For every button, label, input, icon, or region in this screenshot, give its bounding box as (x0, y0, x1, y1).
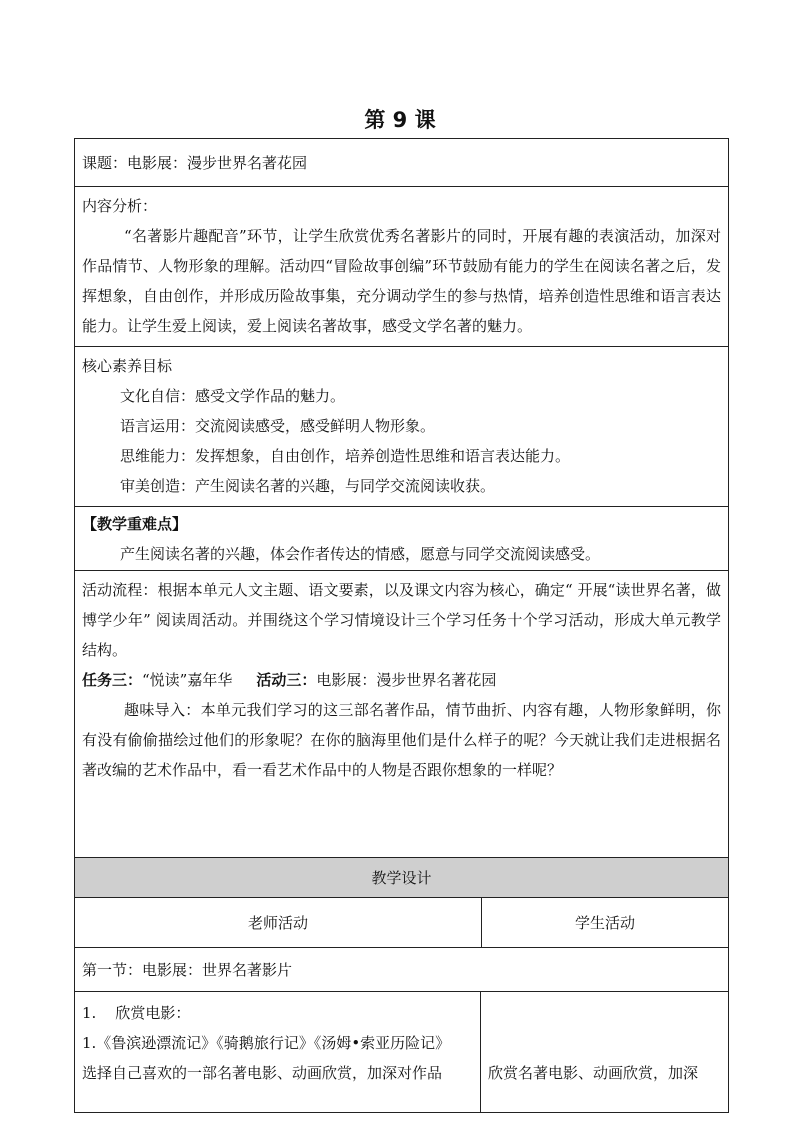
analysis-text: “名著影片趣配音”环节，让学生欣赏优秀名著影片的同时，开展有趣的表演活动，加深对作品情节、人物形象的理解。活动四“冒险故事创编”环节鼓励有能力的学生在阅读名著之后，发挥想象，自由创作，并形成历险故事集，充分调动学生的参与热情，培养创造性思维和语言表达能力。让学生爱上阅读，爱上阅读名著故事，感受文学名著的魅力。 (82, 227, 721, 335)
column-header-row (75, 898, 728, 948)
teacher-column-header: 老师活动 (75, 898, 482, 947)
page-title: 第 9 课 (364, 108, 436, 132)
difficult-row (75, 507, 728, 571)
teacher-activity-cell (75, 992, 481, 1112)
goal-item: 思维能力：发挥想象，自由创作，培养创造性思维和语言表达能力。 (120, 447, 571, 465)
design-header: 教学设计 (75, 858, 728, 898)
analysis-row (75, 187, 728, 347)
lesson-plan-table (74, 138, 729, 1113)
goals-label: 核心素养目标 (82, 357, 173, 375)
section-title: 第一节：电影展：世界名著影片 (82, 961, 293, 979)
task-label: 任务三： (82, 671, 143, 689)
section-row (75, 948, 728, 992)
activity-label: 活动三： (256, 671, 317, 689)
goal-item: 语言运用：交流阅读感受，感受鲜明人物形象。 (120, 417, 436, 435)
goal-item: 审美创造：产生阅读名著的兴趣，与同学交流阅读收获。 (120, 477, 496, 495)
analysis-label: 内容分析： (82, 197, 158, 215)
student-column-header: 学生活动 (574, 914, 635, 932)
intro-text: 趣味导入：本单元我们学习的这三部名著作品，情节曲折、内容有趣，人物形象鲜明，你有没有偷偷描绘过他们的形象呢？在你的脑海里他们是什么样子的呢？今天就让我们走进根据名著改编的艺术作品中，看一看艺术作品中的人物是否跟你想象的一样呢？ (82, 701, 721, 779)
student-activity-text: 欣赏名著电影、动画欣赏，加深 (488, 1064, 699, 1082)
student-activity-cell (481, 992, 728, 1112)
difficult-label: 【教学重难点】 (82, 515, 188, 533)
task-line (82, 665, 721, 695)
task-text: “悦读”嘉年华 (142, 671, 233, 689)
teacher-item-line: 1.《鲁滨逊漂流记》《骑鹅旅行记》《汤姆•索亚历险记》 (82, 1034, 451, 1052)
topic-row (75, 139, 728, 187)
teacher-item-title: 1. 欣赏电影： (82, 1004, 191, 1022)
teacher-item-line: 选择自己喜欢的一部名著电影、动画欣赏，加深对作品 (82, 1064, 443, 1082)
goals-row (75, 347, 728, 507)
topic-text: 课题：电影展：漫步世界名著花园 (82, 154, 308, 172)
difficult-text: 产生阅读名著的兴趣，体会作者传达的情感，愿意与同学交流阅读感受。 (120, 545, 601, 563)
activity-text: 电影展：漫步世界名著花园 (316, 671, 497, 689)
goal-item: 文化自信：感受文学作品的魅力。 (120, 387, 346, 405)
flow-row (75, 571, 728, 858)
flow-text: 活动流程：根据本单元人文主题、语文要素，以及课文内容为核心，确定“ 开展“读世界名著，做博学少年” 阅读周活动。并围绕这个学习情境设计三个学习任务十个学习活动，形成大单元教学结构。 (82, 581, 721, 659)
activity-row (75, 992, 728, 1113)
